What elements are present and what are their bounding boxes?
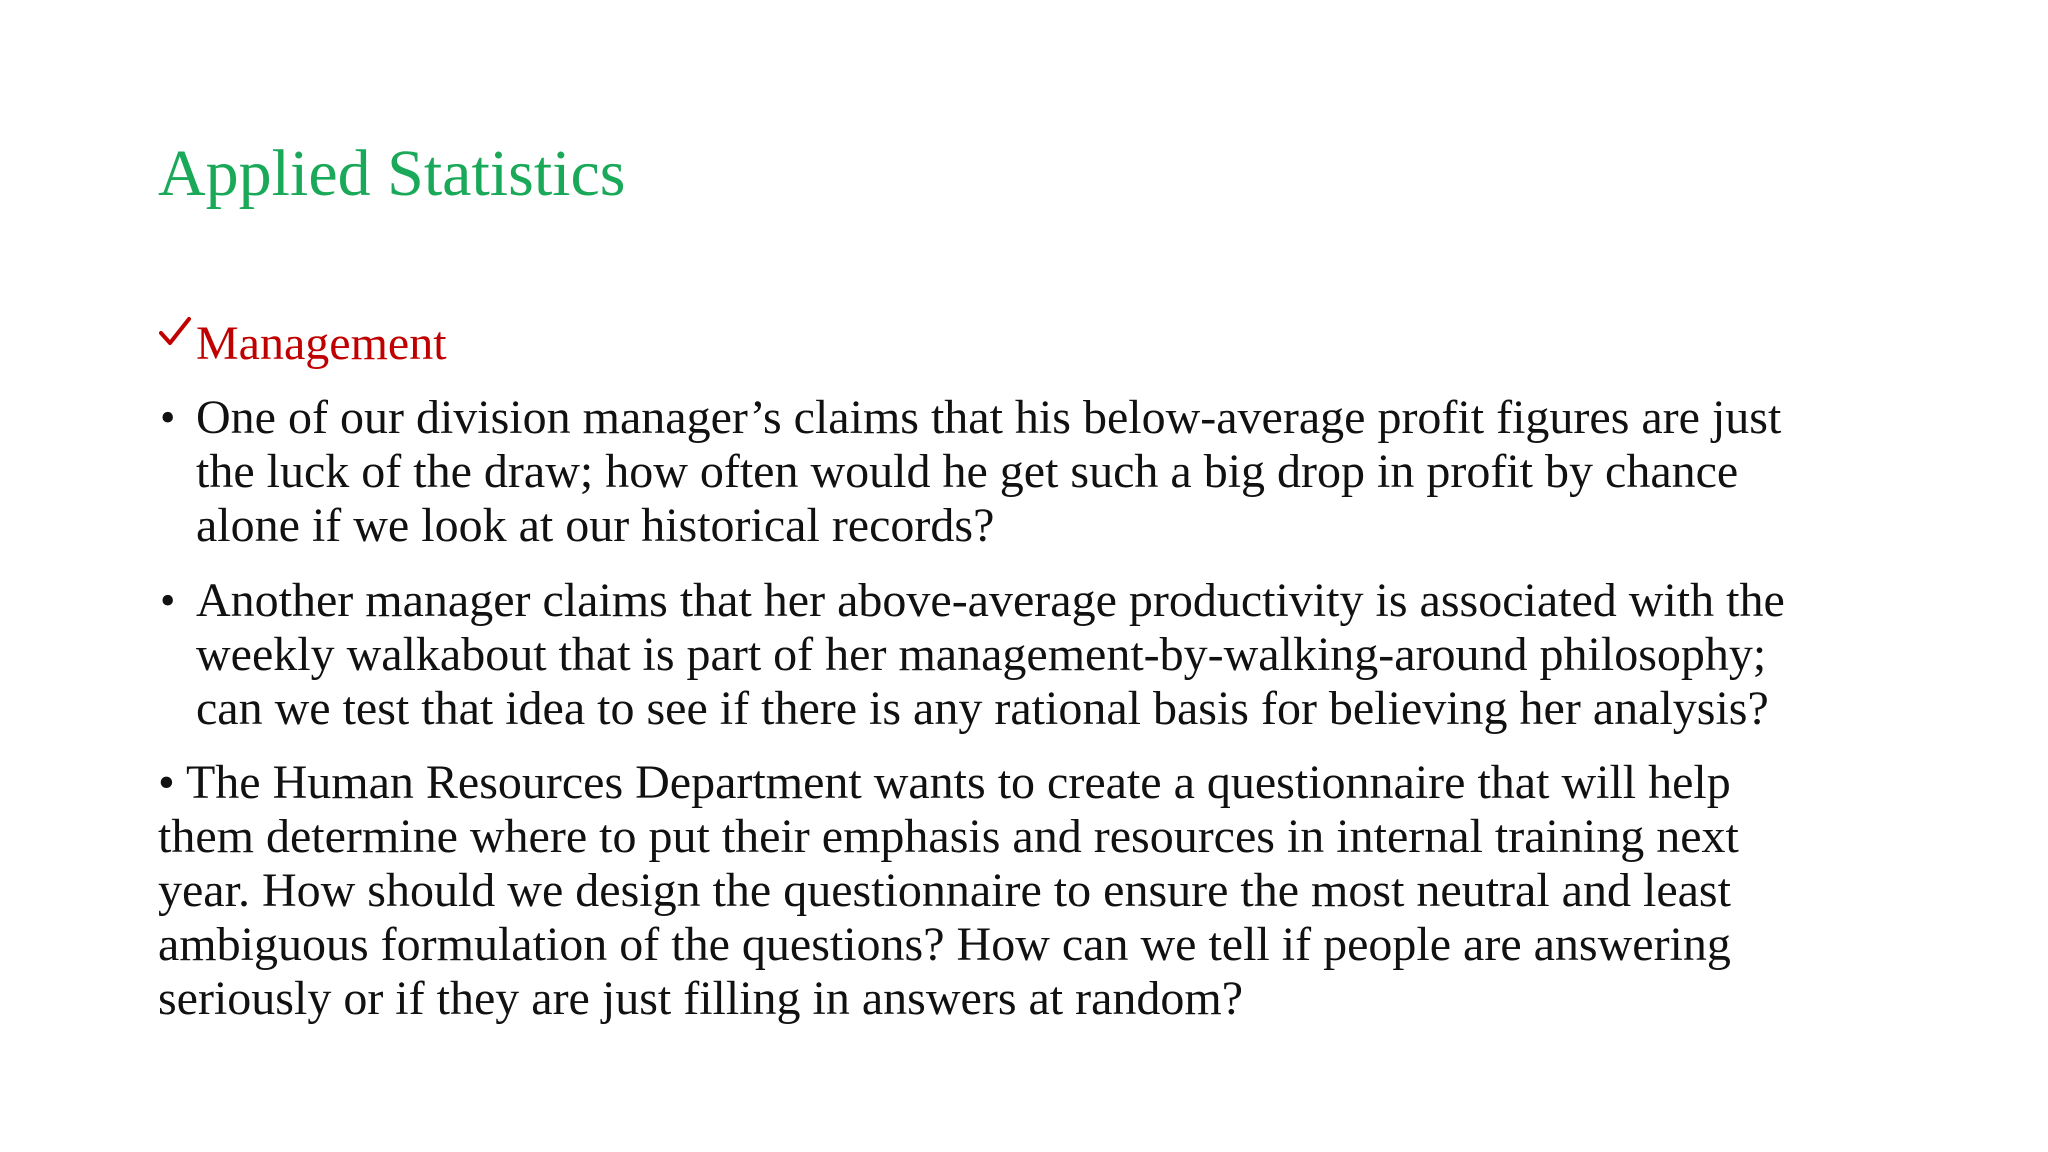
bullet-dot: • (160, 393, 176, 442)
paragraph (158, 756, 1739, 1026)
bullet-dot: • (160, 576, 176, 625)
paragraph-line: ambiguous formulation of the questions? How can we tell if people are answering (158, 918, 1731, 971)
paragraph-line: them determine where to put their emphasis and resources in internal training next (158, 810, 1739, 863)
section-label: Management (196, 317, 447, 370)
bullet-line: can we test that idea to see if there is any rational basis for believing her analysis? (196, 682, 1769, 735)
bullet-line: alone if we look at our historical records? (196, 499, 995, 552)
paragraph-line: seriously or if they are just filling in answers at random? (158, 972, 1244, 1025)
bullet-text (196, 391, 2048, 553)
bullet-line: the luck of the draw; how often would he get such a big drop in profit by chance (196, 445, 1739, 498)
bullet-text (196, 574, 2048, 736)
slide-title: Applied Statistics (158, 137, 626, 210)
bullet-line: weekly walkabout that is part of her management-by-walking-around philosophy; (196, 628, 1767, 681)
paragraph-line: • The Human Resources Department wants to create a questionnaire that will help (158, 756, 1731, 809)
checkmark-icon (158, 316, 192, 348)
paragraph-line: year. How should we design the questionnaire to ensure the most neutral and least (158, 864, 1731, 917)
bullet-line: Another manager claims that her above-average productivity is associated with the (196, 574, 1785, 627)
bullet-line: One of our division manager’s claims that his below-average profit figures are just (196, 391, 1782, 444)
